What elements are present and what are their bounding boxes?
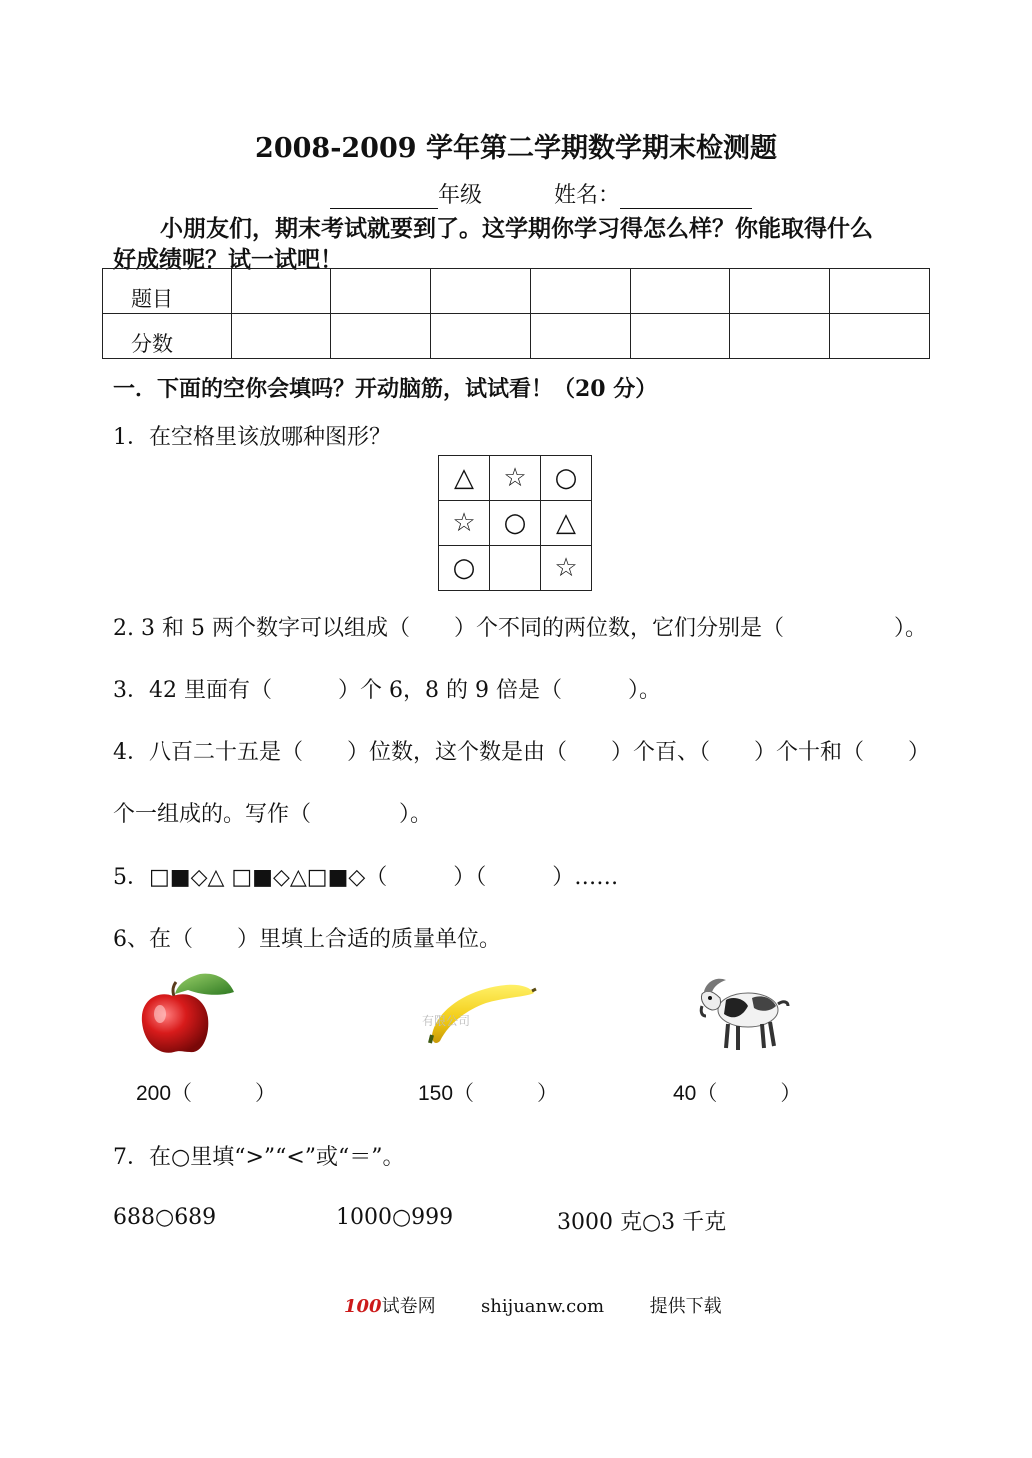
grade-label: 年级 <box>438 183 483 208</box>
circle-icon: ○ <box>541 456 592 501</box>
banana-icon <box>426 975 538 1047</box>
question-7: 7．在○里填“>”“<”或“＝”。 <box>113 1145 405 1170</box>
row-label-topic: 题目 <box>103 269 232 314</box>
score-cell[interactable] <box>530 269 630 314</box>
score-table-row <box>103 269 930 314</box>
apple-icon <box>138 970 238 1058</box>
answer-blank-cell[interactable] <box>490 546 541 591</box>
banana-mass: 150（ ） <box>418 1082 559 1105</box>
question-4-line-1: 4．八百二十五是（ ）位数，这个数是由（ ）个百、（ ）个十和（ ） <box>113 740 930 765</box>
question-3: 3．42 里面有（ ）个 6，8 的 9 倍是（ ）。 <box>113 678 661 703</box>
score-cell[interactable] <box>830 269 930 314</box>
watermark: 有限公司 <box>422 1014 471 1028</box>
circle-icon: ○ <box>439 546 490 591</box>
name-blank[interactable] <box>620 182 752 209</box>
question-2: 2. 3 和 5 两个数字可以组成（ ）个不同的两位数，它们分别是（ ）。 <box>113 616 927 641</box>
section-1-heading: 一．下面的空你会填吗？开动脑筋，试试看！（20 分） <box>113 376 658 402</box>
score-cell[interactable] <box>530 314 630 359</box>
compare-item: 1000○999 <box>336 1205 454 1230</box>
footer <box>344 1292 722 1318</box>
score-cell[interactable] <box>231 314 331 359</box>
triangle-icon: △ <box>439 456 490 501</box>
score-cell[interactable] <box>730 269 830 314</box>
goat-icon <box>692 968 796 1054</box>
student-info <box>330 178 752 209</box>
score-table <box>102 268 930 359</box>
name-label: 姓名： <box>554 183 621 208</box>
score-cell[interactable] <box>431 269 531 314</box>
question-6: 6、在（ ）里填上合适的质量单位。 <box>113 927 501 952</box>
score-cell[interactable] <box>431 314 531 359</box>
page-title: 2008-2009 学年第二学期数学期末检测题 <box>255 133 777 164</box>
intro-line-2: 好成绩呢？试一试吧！ <box>113 246 343 273</box>
goat-mass: 40（ ） <box>673 1082 802 1105</box>
score-cell[interactable] <box>730 314 830 359</box>
intro-line-1: 小朋友们，期末考试就要到了。这学期你学习得怎么样？你能取得什么 <box>160 215 873 242</box>
score-cell[interactable] <box>630 314 730 359</box>
question-1: 1．在空格里该放哪种图形？ <box>113 425 391 450</box>
circle-icon: ○ <box>490 501 541 546</box>
site-logo: 100 <box>344 1296 382 1317</box>
star-icon: ☆ <box>541 546 592 591</box>
star-icon: ☆ <box>439 501 490 546</box>
score-cell[interactable] <box>331 314 431 359</box>
download-label: 提供下载 <box>649 1296 722 1317</box>
question-5: 5．□■◇△ □■◇△□■◇（ ）（ ）…… <box>113 865 619 890</box>
question-4-line-2: 个一组成的。写作（ ）。 <box>113 802 433 827</box>
shape-grid <box>438 455 592 591</box>
score-cell[interactable] <box>830 314 930 359</box>
site-name: 试卷网 <box>381 1296 436 1317</box>
site-url[interactable]: shijuanw.com <box>481 1296 605 1317</box>
score-cell[interactable] <box>231 269 331 314</box>
row-label-score: 分数 <box>103 314 232 359</box>
score-cell[interactable] <box>630 269 730 314</box>
compare-item: 688○689 <box>113 1205 217 1230</box>
score-table-row <box>103 314 930 359</box>
apple-mass: 200（ ） <box>136 1082 277 1105</box>
grade-blank[interactable] <box>330 182 438 209</box>
score-cell[interactable] <box>331 269 431 314</box>
triangle-icon: △ <box>541 501 592 546</box>
star-icon: ☆ <box>490 456 541 501</box>
compare-item: 3000 克○3 千克 <box>557 1210 727 1235</box>
